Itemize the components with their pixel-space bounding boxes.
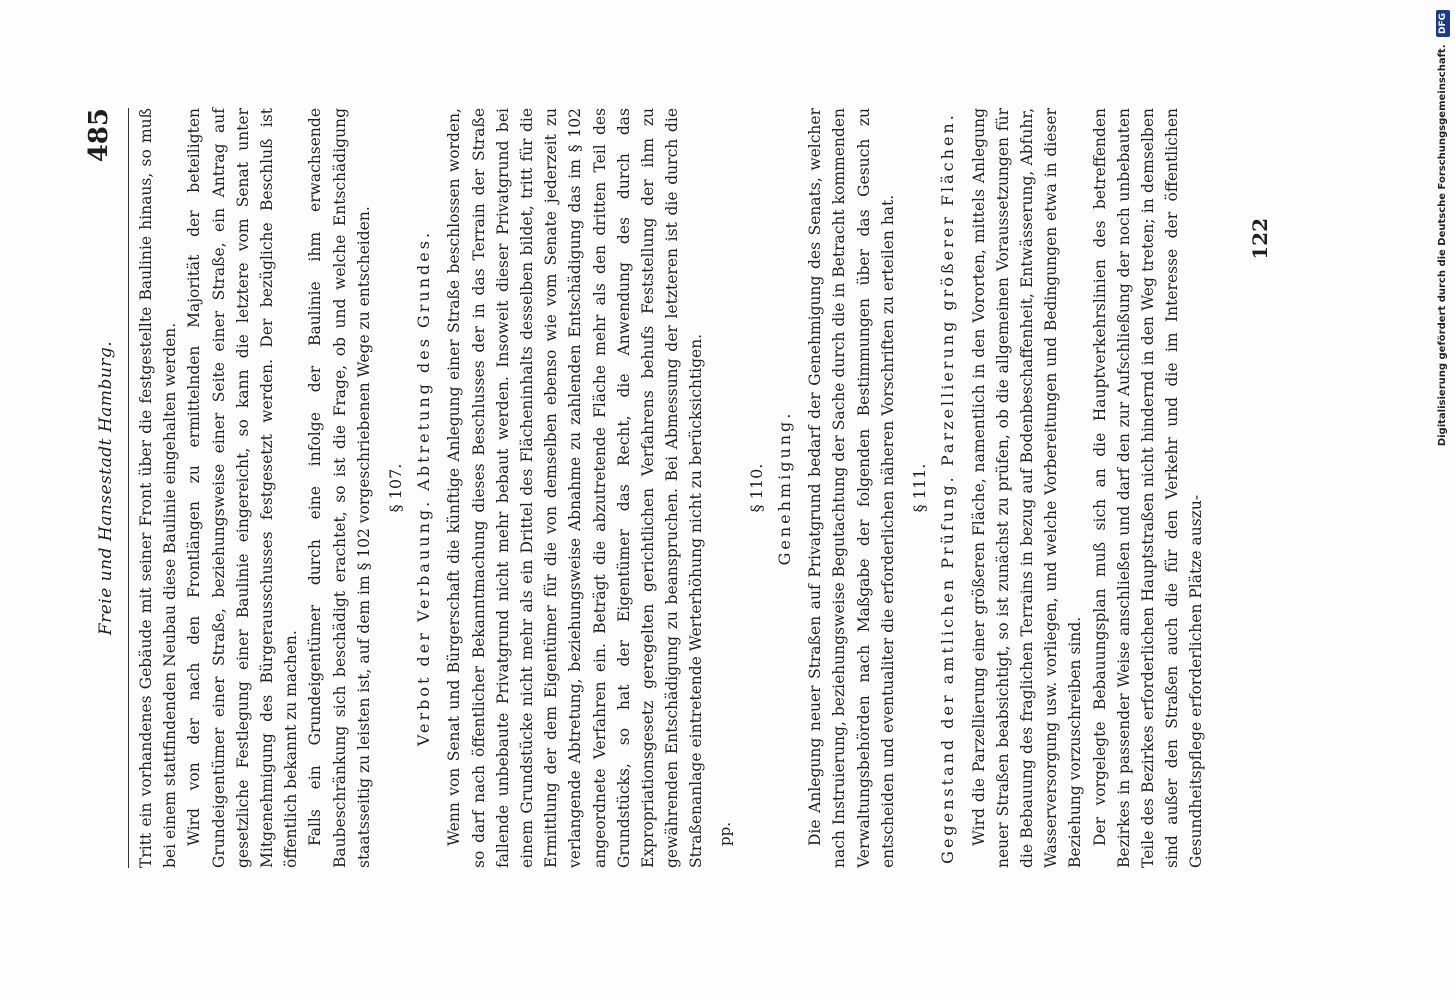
omission-marker: pp. <box>715 822 734 846</box>
section-title-111: Gegenstand der amtlichen Prüfung. Parzellierung größerer Flächen. <box>938 112 958 864</box>
digitization-note-text: Digitalisierung gefördert durch die Deutsche Forschungsgemeinschaft. <box>1437 44 1448 447</box>
paragraph: Der vorgelegte Bebauungsplan muß sich an die Hauptverkehrslinien des betreffenden Bezirkes in passender Weise anschließen und darf den zur Aufschließung der noch unbebauten Teile des Bezirkes erforderlichen Hauptstraßen nicht hindernd in den Weg treten; in demselben sind außer den Straßen auch die für den Verkehr und die im Interesse der öffentlichen Gesundheitspflege erforderlichen Plätze auszu- <box>1090 108 1206 868</box>
paragraph: Tritt ein vorhandenes Gebäude mit seiner Front über die festgestellte Baulinie hinaus, so muß bei einem stattfindenden Neubau diese Baulinie eingehalten werden. <box>137 108 180 868</box>
running-title: Freie und Hansestadt Hamburg. <box>96 340 116 636</box>
paragraph: Die Anlegung neuer Straßen auf Privatgrund bedarf der Genehmigung des Senats, welcher nach Instruierung, beziehungsweise Begutachtung der Sache durch die in Betracht kommenden Verwaltungsbehörden nach Maßgabe der folgenden Bestimmungen über das Gesuch zu entscheiden und eventualiter die erforderlichen näheren Vorschriften zu erteilen hat. <box>806 108 897 868</box>
paragraph: Wird die Parzellierung einer größeren Fläche, namentlich in den Vororten, mittels Anlegung neuer Straßen beabsichtigt, so ist zunächst zu prüfen, ob die allgemeinen Voraussetzungen für die Bebauung des fraglichen Terrains in bezug auf Bodenbeschaffenheit, Entwässerung, Abfuhr, Wasserversorgung usw. vorliegen, und welche Vorbereitungen und Bedingungen etwa in dieser Beziehung vorzuschreiben sind. <box>969 108 1085 868</box>
header-rule <box>128 108 129 868</box>
dfg-logo: DFG <box>1436 10 1450 37</box>
digitization-note <box>1432 10 1454 450</box>
page-body <box>134 108 1209 868</box>
rotated-page-content <box>78 108 1378 868</box>
paragraph: Wenn von Senat und Bürgerschaft die künftige Anlegung einer Straße beschlossen worden, so darf nach öffentlicher Bekanntmachung dieses Beschlusses der in das Terrain der Straße fallende unbebaute Privatgrund nicht mehr bebaut werden. Insoweit dieser Privatgrund bei einem Grundstücke nicht mehr als ein Drittel des Flächeninhalts desselben bildet, tritt für die Ermittlung der dem Eigentümer für die von demselben ebenso wie vom Senate jederzeit zu verlangende Abtretung, beziehungsweise Abnahme zu zahlenden Entschädigung das im § 102 angeordnete Verfahren ein. Beträgt die abzutretende Fläche mehr als den dritten Teil des Grundstücks, so hat der Eigentümer das Recht, die Anwendung des durch das Expropriationsgesetz geregelten gerichtlichen Verfahrens behufs Feststellung der ihm zu gewährenden Entschädigung zu beanspruchen. Bei Abmessung der letzteren ist die durch die Straßenanlage eintretende Werterhöhung nicht zu berücksichtigen. <box>445 108 706 868</box>
page-number: 485 <box>84 108 114 163</box>
digitization-stamp <box>1430 10 1452 450</box>
section-title-107: Verbot der Verbauung. Abtretung des Grundes. <box>414 229 434 747</box>
section-number-107: § 107. <box>386 463 406 513</box>
section-number-111: § 111. <box>910 463 930 513</box>
printer-signature: 122 <box>1248 218 1272 260</box>
page-header <box>84 108 126 868</box>
paragraph: Wird von der nach den Frontlängen zu ermittelnden Majorität der beteiligten Grundeigentümer einer Straße, beziehungsweise einer Seite einer Straße, ein Antrag auf gesetzliche Festlegung einer Baulinie eingereicht, so kann die letztere vom Senat unter Mitgenehmigung des Bürgerausschusses festgesetzt werden. Der bezügliche Beschluß ist öffentlich bekannt zu machen. <box>185 108 301 868</box>
section-title-110: Genehmigung. <box>775 410 795 566</box>
section-number-110: § 110. <box>746 463 766 513</box>
paragraph: Falls ein Grundeigentümer durch eine infolge der Baulinie ihm erwachsende Baubeschränkung sich beschädigt erachtet, so ist die Frage, ob und welche Entschädigung staatsseitig zu leisten ist, auf dem im § 102 vorgeschriebenen Wege zu entscheiden. <box>306 108 373 868</box>
